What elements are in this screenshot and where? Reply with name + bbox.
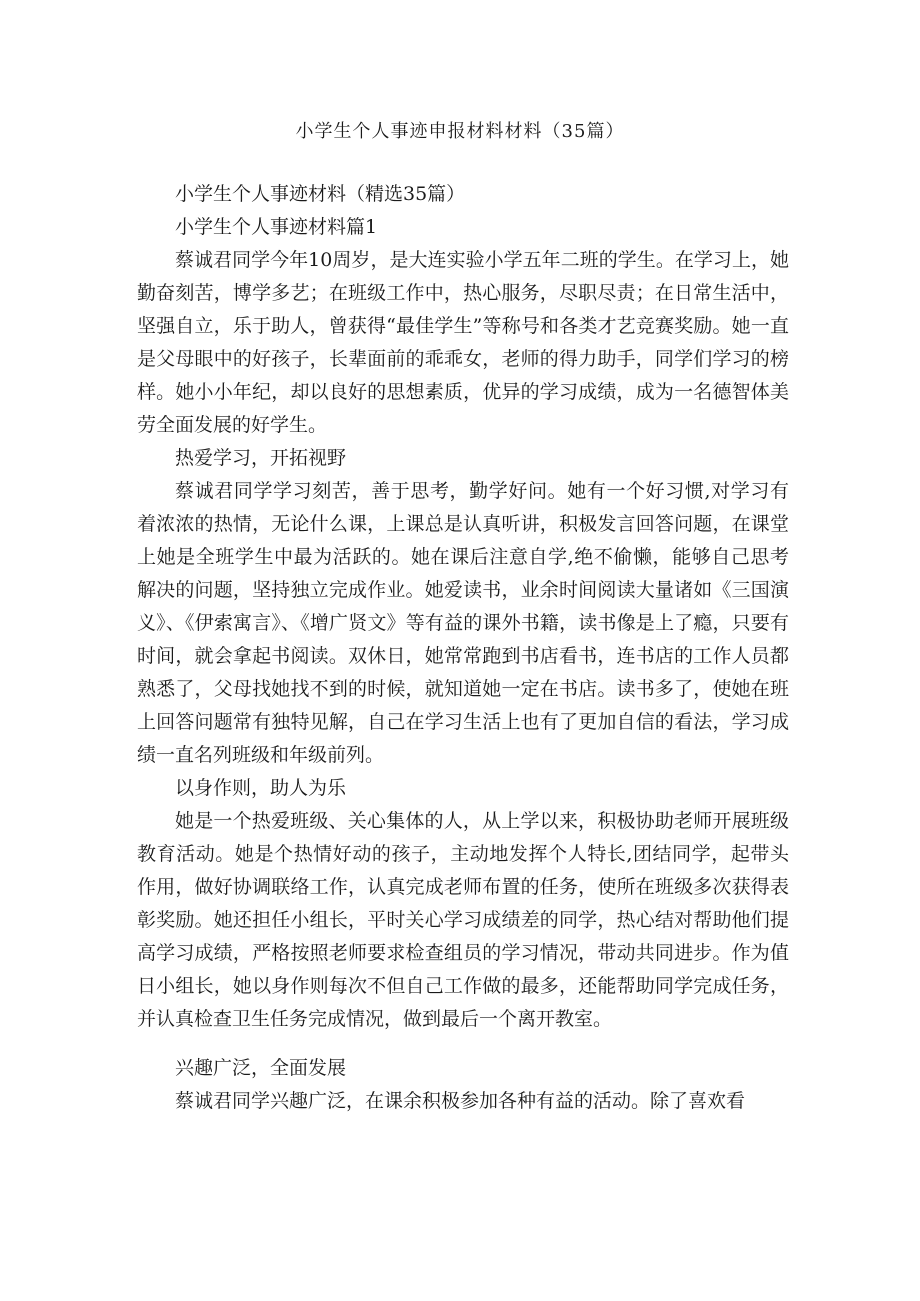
document-title: 小学生个人事迹申报材料材料（35篇） bbox=[295, 121, 625, 142]
document-body bbox=[137, 178, 789, 1118]
subtitle-paragraph: 小学生个人事迹材料（精选35篇） bbox=[175, 183, 466, 205]
section-heading-article-1: 小学生个人事迹材料篇1 bbox=[175, 216, 378, 238]
study-paragraph: 蔡诚君同学学习刻苦，善于思考，勤学好问。她有一个好习惯,对学习有着浓浓的热情，无论什么课，上课总是认真听讲，积极发言回答问题，在课堂上她是全班学生中最为活跃的。她在课后注意自学,绝不偷懒，能够自己思考解决的问题，坚持独立完成作业。她爱读书，业余时间阅读大量诸如《三国演义》、《伊索寓言》、《增广贤文》等有益的课外书籍，读书像是上了瘾，只要有时间，就会拿起书阅读。双休日，她常常跑到书店看书，连书店的工作人员都熟悉了，父母找她找不到的时候，就知道她一定在书店。读书多了，使她在班上回答问题常有独特见解，自己在学习生活上也有了更加自信的看法，学习成绩一直名列班级和年级前列。 bbox=[137, 480, 789, 766]
helping-paragraph: 她是一个热爱班级、关心集体的人，从上学以来，积极协助老师开展班级教育活动。她是个热情好动的孩子，主动地发挥个人特长,团结同学，起带头作用，做好协调联络工作，认真完成老师布置的任务，使所在班级多次获得表彰奖励。她还担任小组长，平时关心学习成绩差的同学，热心结对帮助他们提高学习成绩，严格按照老师要求检查组员的学习情况，带动共同进步。作为值日小组长，她以身作则每次不但自己工作做的最多，还能帮助同学完成任务，并认真检查卫生任务完成情况，做到最后一个离开教室。 bbox=[137, 810, 789, 1030]
section-heading-helping: 以身作则，助人为乐 bbox=[175, 777, 347, 799]
interests-paragraph: 蔡诚君同学兴趣广泛，在课余积极参加各种有益的活动。除了喜欢看 bbox=[175, 1090, 746, 1112]
section-heading-interests: 兴趣广泛，全面发展 bbox=[175, 1057, 347, 1079]
intro-paragraph: 蔡诚君同学今年10周岁，是大连实验小学五年二班的学生。在学习上，她勤奋刻苦，博学多艺；在班级工作中，热心服务，尽职尽责；在日常生活中，坚强自立，乐于助人，曾获得“最佳学生”等称号和各类才艺竞赛奖励。她一直是父母眼中的好孩子，长辈面前的乖乖女，老师的得力助手，同学们学习的榜样。她小小年纪，却以良好的思想素质，优异的学习成绩，成为一名德智体美劳全面发展的好学生。 bbox=[137, 249, 789, 436]
section-heading-study: 热爱学习，开拓视野 bbox=[175, 447, 347, 469]
